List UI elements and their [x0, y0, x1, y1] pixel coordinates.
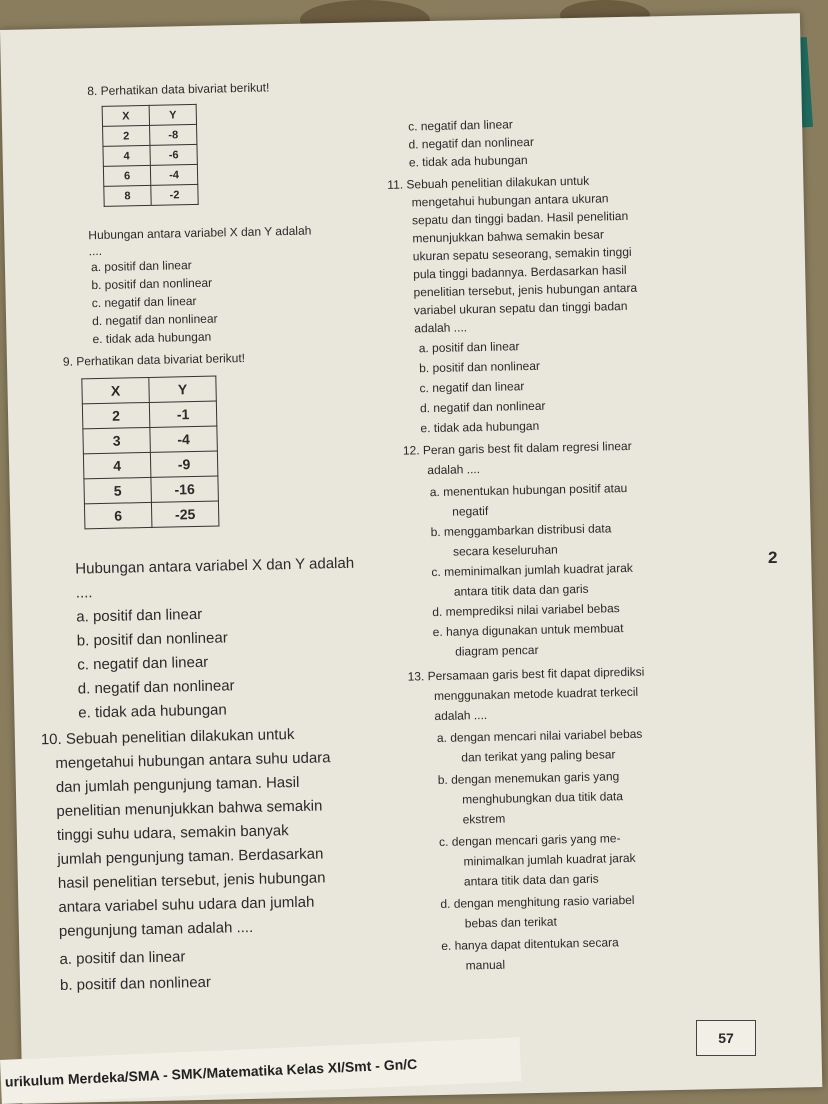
q8-question: Hubungan antara variabel X dan Y adalah — [88, 223, 312, 243]
q10-option-a: a. positif dan linear — [59, 948, 186, 968]
q12-option: diagram pencar — [454, 642, 539, 659]
q8-cell: -2 — [151, 184, 198, 205]
q8-option-c: c. negatif dan linear — [91, 293, 197, 311]
q9-cell: 6 — [84, 502, 152, 528]
q10-option-b: b. positif dan nonlinear — [59, 973, 212, 994]
q12-option: antara titik data dan garis — [453, 581, 589, 599]
q9-option-b: b. positif dan nonlinear — [76, 629, 228, 650]
q9-option-d: d. negatif dan nonlinear — [77, 677, 235, 698]
q13-option: c. dengan mencari garis yang me- — [438, 831, 621, 849]
q10-line: pengunjung taman adalah .... — [58, 918, 254, 940]
q8-cell: 4 — [103, 145, 150, 166]
q8-option-d: d. negatif dan nonlinear — [91, 311, 218, 329]
q9-cell: -9 — [150, 451, 218, 477]
q10-line: antara variabel suhu udara dan jumlah — [58, 893, 315, 916]
q9-header-x: X — [82, 377, 150, 403]
q11-line: variabel ukuran sepatu dan tinggi badan — [413, 298, 628, 318]
q12-option: secara keseluruhan — [452, 542, 558, 559]
q9-cell: 2 — [82, 402, 150, 428]
q8-header-x: X — [102, 105, 149, 126]
q9-dots: .... — [75, 584, 93, 602]
q9-cell: -4 — [150, 426, 218, 452]
q9-cell: 4 — [83, 452, 151, 478]
q11-line: mengetahui hubungan antara ukuran — [411, 191, 609, 210]
q9-cell: -16 — [151, 476, 219, 502]
q13-line: adalah .... — [434, 707, 488, 724]
q10-line: hasil penelitian tersebut, jenis hubungan — [57, 869, 326, 892]
q13-option: antara titik data dan garis — [463, 871, 599, 889]
q11-option-c: c. negatif dan linear — [419, 379, 525, 396]
q10-line: 10. Sebuah penelitian dilakukan untuk — [40, 725, 295, 749]
q11-option-a: a. positif dan linear — [418, 339, 520, 356]
q9-cell: -25 — [151, 501, 219, 527]
q8-option-a: a. positif dan linear — [90, 258, 192, 275]
q8-option-e: e. tidak ada hubungan — [92, 329, 212, 347]
textbook-page — [0, 13, 822, 1104]
q11-option-e: e. tidak ada hubungan — [420, 418, 540, 436]
q13-option: manual — [465, 957, 506, 973]
q10-line: penelitian menunjukkan bahwa semakin — [56, 797, 323, 820]
q9-table — [81, 376, 219, 530]
q11-option-b: b. positif dan nonlinear — [419, 358, 541, 376]
q8-cell: -4 — [150, 164, 197, 185]
q13-option: a. dengan mencari nilai variabel bebas — [436, 726, 643, 746]
q13-option: d. dengan menghitung rasio variabel — [440, 892, 635, 911]
q13-option: bebas dan terikat — [464, 914, 558, 931]
q8-cell: 6 — [103, 165, 150, 186]
q13-option: dan terikat yang paling besar — [461, 747, 616, 765]
q11-line: penelitian tersebut, jenis hubungan antara — [413, 280, 638, 300]
q8-cell: 8 — [104, 185, 151, 206]
q12-line: adalah .... — [427, 462, 481, 478]
footer-text: urikulum Merdeka/SMA - SMK/Matematika Kelas XI/Smt - Gn/C — [4, 1055, 418, 1090]
q9-question: Hubungan antara variabel X dan Y adalah — [75, 554, 355, 578]
q11-line: pula tinggi badannya. Berdasarkan hasil — [413, 262, 627, 282]
q9-option-e: e. tidak ada hubungan — [78, 701, 227, 722]
q8-cell: -6 — [150, 144, 197, 165]
q10-line: tinggi suhu udara, semakin banyak — [56, 822, 289, 844]
q8-stem: 8. Perhatikan data bivariat berikut! — [87, 80, 270, 99]
q8-header-y: Y — [149, 104, 196, 125]
q9-cell: 3 — [83, 427, 151, 453]
q12-line: 12. Peran garis best fit dalam regresi linear — [402, 438, 632, 458]
q10-line: jumlah pengunjung taman. Berdasarkan — [57, 845, 324, 868]
q8-cell: 2 — [103, 125, 150, 146]
q11-option-d: d. negatif dan nonlinear — [419, 398, 546, 416]
q8-table — [102, 104, 199, 207]
q10-line: mengetahui hubungan antara suhu udara — [55, 749, 331, 772]
q13-option: minimalkan jumlah kuadrat jarak — [463, 850, 636, 869]
q12-option: e. hanya digunakan untuk membuat — [432, 621, 624, 640]
q9-stem: 9. Perhatikan data bivariat berikut! — [62, 350, 246, 369]
q13-option: ekstrem — [462, 811, 506, 827]
q12-option: negatif — [452, 503, 489, 519]
q8-dots: .... — [88, 243, 103, 259]
q11-line: sepatu dan tinggi badan. Hasil penelitian — [411, 208, 629, 228]
q9-option-c: c. negatif dan linear — [77, 653, 209, 674]
continued-option-c: c. negatif dan linear — [407, 117, 513, 134]
q12-option: c. meminimalkan jumlah kuadrat jarak — [431, 560, 633, 580]
page-number: 57 — [696, 1020, 756, 1056]
q8-cell: -8 — [150, 124, 197, 145]
q13-line: 13. Persamaan garis best fit dapat diprediksi — [407, 664, 645, 684]
q12-option: a. menentukan hubungan positif atau — [429, 480, 628, 500]
continued-option-e: e. tidak ada hubungan — [408, 152, 528, 170]
margin-mark: 2 — [768, 548, 778, 567]
q13-option: e. hanya dapat ditentukan secara — [441, 935, 619, 953]
q11-line: adalah .... — [414, 320, 468, 336]
q9-cell: -1 — [149, 401, 217, 427]
q12-option: d. memprediksi nilai variabel bebas — [432, 601, 620, 620]
q10-line: dan jumlah pengunjung taman. Hasil — [55, 773, 300, 796]
q12-option: b. menggambarkan distribusi data — [430, 521, 612, 540]
q13-option: menghubungkan dua titik data — [462, 789, 624, 807]
q11-line: menunjukkan bahwa semakin besar — [412, 227, 605, 246]
q11-line: ukuran sepatu seseorang, semakin tinggi — [412, 244, 632, 264]
q11-line: 11. Sebuah penelitian dilakukan untuk — [387, 173, 590, 192]
q8-option-b: b. positif dan nonlinear — [91, 275, 213, 293]
q13-option: b. dengan menemukan garis yang — [437, 769, 620, 787]
q13-line: menggunakan metode kuadrat terkecil — [433, 684, 639, 704]
q9-option-a: a. positif dan linear — [76, 605, 203, 626]
q9-header-y: Y — [149, 376, 217, 402]
q9-cell: 5 — [84, 477, 152, 503]
continued-option-d: d. negatif dan nonlinear — [408, 134, 535, 152]
